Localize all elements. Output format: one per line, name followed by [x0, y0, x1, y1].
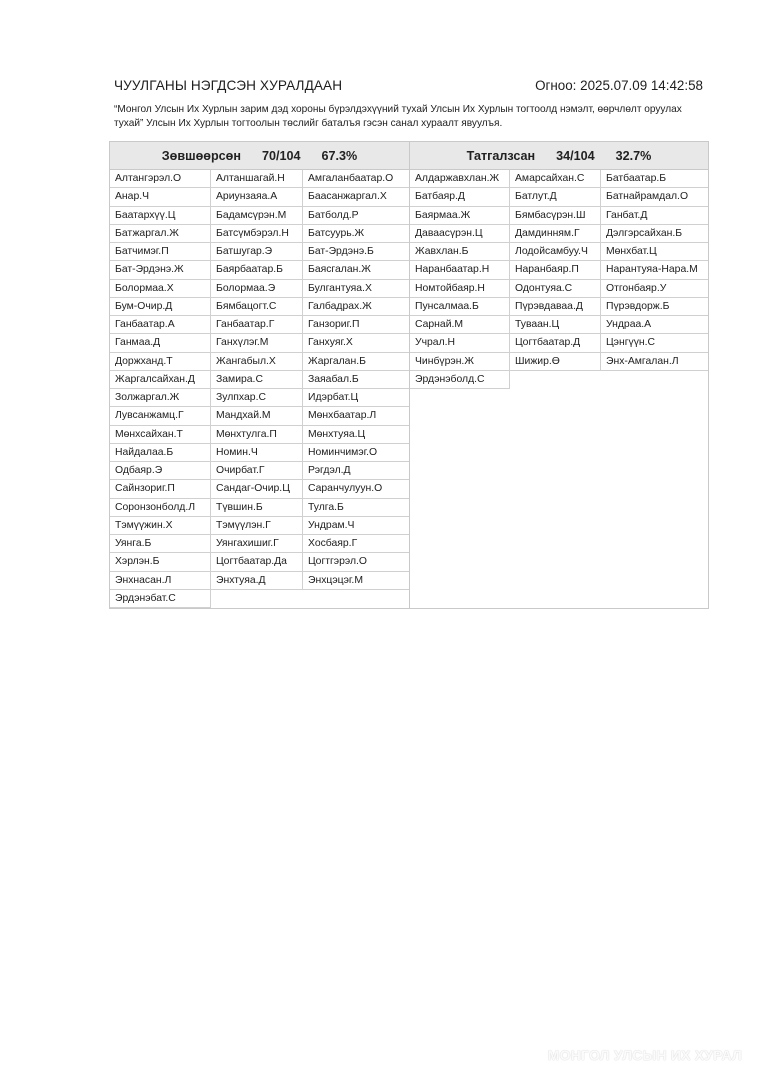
- approved-member-cell: Сандаг-Очир.Ц: [211, 480, 303, 498]
- approved-member-cell: Батсуурь.Ж: [303, 225, 409, 243]
- parliament-watermark: МОНГОЛ УЛСЫН ИХ ХУРАЛ: [547, 1047, 742, 1063]
- approved-header: [110, 142, 409, 170]
- approved-member-cell: Алтангэрэл.О: [110, 170, 211, 188]
- rejected-member-cell: Наранбаатар.Н: [410, 261, 510, 279]
- rejected-member-cell: Дамдинням.Г: [510, 225, 601, 243]
- rejected-member-cell: Алдаржавхлан.Ж: [410, 170, 510, 188]
- rejected-member-cell: Пүрэвдорж.Б: [601, 298, 708, 316]
- approved-section: [110, 142, 409, 608]
- approved-member-cell: Болормаа.Э: [211, 280, 303, 298]
- rejected-header: [410, 142, 708, 170]
- vote-results-table: [109, 141, 709, 609]
- rejected-member-cell: Амарсайхан.С: [510, 170, 601, 188]
- approved-member-cell: Галбадрах.Ж: [303, 298, 409, 316]
- rejected-member-cell: Учрал.Н: [410, 334, 510, 352]
- approved-member-cell: Түвшин.Б: [211, 499, 303, 517]
- approved-member-cell: Цогтгэрэл.О: [303, 553, 409, 571]
- rejected-member-cell: Мөнхбат.Ц: [601, 243, 708, 261]
- approved-member-cell: Уянгахишиг.Г: [211, 535, 303, 553]
- approved-member-cell: Золжаргал.Ж: [110, 389, 211, 407]
- approved-member-cell: Ганмаа.Д: [110, 334, 211, 352]
- approved-member-cell: Мөнхбаатар.Л: [303, 407, 409, 425]
- approved-member-cell: Батсүмбэрэл.Н: [211, 225, 303, 243]
- rejected-label: Татгалзсан: [466, 148, 536, 163]
- approved-member-cell: Баясгалан.Ж: [303, 261, 409, 279]
- rejected-member-cell: Шижир.Ө: [510, 353, 601, 371]
- approved-member-cell: Очирбат.Г: [211, 462, 303, 480]
- rejected-members-grid: [410, 170, 708, 389]
- rejected-member-cell: Сарнай.М: [410, 316, 510, 334]
- approved-member-cell: Мөнхсайхан.Т: [110, 426, 211, 444]
- approved-member-cell: Бум-Очир.Д: [110, 298, 211, 316]
- rejected-member-cell: Туваан.Ц: [510, 316, 601, 334]
- approved-member-cell: Бат-Эрдэнэ.Ж: [110, 261, 211, 279]
- approved-member-cell: Идэрбат.Ц: [303, 389, 409, 407]
- approved-member-cell: Болормаа.Х: [110, 280, 211, 298]
- approved-member-cell: Заяабал.Б: [303, 371, 409, 389]
- rejected-member-cell: Наранбаяр.П: [510, 261, 601, 279]
- approved-member-cell: Хосбаяр.Г: [303, 535, 409, 553]
- approved-member-cell: Алтаншагай.Н: [211, 170, 303, 188]
- approved-member-cell: Батболд.Р: [303, 207, 409, 225]
- rejected-member-cell: Баярмаа.Ж: [410, 207, 510, 225]
- approved-member-cell: Рэгдэл.Д: [303, 462, 409, 480]
- rejected-member-cell: Одонтуяа.С: [510, 280, 601, 298]
- approved-member-cell: Номин.Ч: [211, 444, 303, 462]
- approved-member-cell: Хэрлэн.Б: [110, 553, 211, 571]
- rejected-member-cell: Ундраа.А: [601, 316, 708, 334]
- approved-member-cell: Бат-Эрдэнэ.Б: [303, 243, 409, 261]
- approved-member-cell: Тэмүүжин.Х: [110, 517, 211, 535]
- rejected-member-cell: Цэнгүүн.С: [601, 334, 708, 352]
- rejected-member-cell: Батнайрамдал.О: [601, 188, 708, 206]
- session-title: ЧУУЛГАНЫ НЭГДСЭН ХУРАЛДААН: [114, 78, 343, 93]
- approved-member-cell: Эрдэнэбат.С: [110, 590, 211, 608]
- rejected-member-cell: Отгонбаяр.У: [601, 280, 708, 298]
- rejected-member-cell: Жавхлан.Б: [410, 243, 510, 261]
- approved-member-cell: Доржханд.Т: [110, 353, 211, 371]
- approved-member-cell: Ганхүлэг.М: [211, 334, 303, 352]
- rejected-count: 34/104: [556, 148, 595, 163]
- approved-member-cell: Булгантуяа.Х: [303, 280, 409, 298]
- rejected-member-cell: Чинбүрэн.Ж: [410, 353, 510, 371]
- rejected-member-cell: Цогтбаатар.Д: [510, 334, 601, 352]
- approved-member-cell: Баатархүү.Ц: [110, 207, 211, 225]
- approved-member-cell: Мөнхтуяа.Ц: [303, 426, 409, 444]
- approved-member-cell: Батжаргал.Ж: [110, 225, 211, 243]
- approved-member-cell: Жаргалан.Б: [303, 353, 409, 371]
- approved-member-cell: Энхтуяа.Д: [211, 572, 303, 590]
- approved-member-cell: Зулпхар.С: [211, 389, 303, 407]
- approved-member-cell: Ганбаатар.А: [110, 316, 211, 334]
- approved-member-cell: Ганхуяг.Х: [303, 334, 409, 352]
- approved-member-cell: Ганзориг.П: [303, 316, 409, 334]
- approved-member-cell: Баасанжаргал.Х: [303, 188, 409, 206]
- approved-member-cell: Энхцэцэг.М: [303, 572, 409, 590]
- approved-member-cell: Ганбаатар.Г: [211, 316, 303, 334]
- approved-member-cell: Одбаяр.Э: [110, 462, 211, 480]
- approved-member-cell: Лувсанжамц.Г: [110, 407, 211, 425]
- approved-member-cell: Бадамсүрэн.М: [211, 207, 303, 225]
- approved-count: 70/104: [261, 148, 301, 163]
- approved-members-grid: [110, 170, 409, 608]
- approved-member-cell: Анар.Ч: [110, 188, 211, 206]
- rejected-member-cell: Ганбат.Д: [601, 207, 708, 225]
- motion-description: “Монгол Улсын Их Хурлын зарим дэд хороны бүрэлдэхүүний тухай Улсын Их Хурлын тогтоолд нэмэлт, өөрчлөлт оруулах тухай” Улсын Их Хурлын тогтоолын төслийг баталъя гэсэн санал хураалт явуулъя.: [114, 104, 682, 129]
- approved-member-cell: Энхнасан.Л: [110, 572, 211, 590]
- rejected-section: [409, 142, 708, 608]
- approved-member-cell: Цогтбаатар.Да: [211, 553, 303, 571]
- approved-member-cell: Бямбацогт.С: [211, 298, 303, 316]
- rejected-member-cell: Энх-Амгалан.Л: [601, 353, 708, 371]
- rejected-member-cell: Батлут.Д: [510, 188, 601, 206]
- rejected-member-cell: Нарантуяа-Нара.М: [601, 261, 708, 279]
- approved-percent: 67.3%: [321, 148, 358, 163]
- approved-member-cell: Номинчимэг.О: [303, 444, 409, 462]
- approved-member-cell: Баярбаатар.Б: [211, 261, 303, 279]
- approved-member-cell: Амгаланбаатар.О: [303, 170, 409, 188]
- approved-member-cell: Уянга.Б: [110, 535, 211, 553]
- rejected-percent: 32.7%: [615, 148, 652, 163]
- rejected-member-cell: Батбаяр.Д: [410, 188, 510, 206]
- rejected-member-cell: Даваасүрэн.Ц: [410, 225, 510, 243]
- approved-member-cell: Сайнзориг.П: [110, 480, 211, 498]
- approved-member-cell: Найдалаа.Б: [110, 444, 211, 462]
- approved-member-cell: Ундрам.Ч: [303, 517, 409, 535]
- approved-member-cell: Жангабыл.Х: [211, 353, 303, 371]
- approved-member-cell: Саранчулуун.О: [303, 480, 409, 498]
- approved-member-cell: Жаргалсайхан.Д: [110, 371, 211, 389]
- rejected-member-cell: Лодойсамбуу.Ч: [510, 243, 601, 261]
- approved-member-cell: Ариунзаяа.А: [211, 188, 303, 206]
- approved-member-cell: Мандхай.М: [211, 407, 303, 425]
- approved-member-cell: Замира.С: [211, 371, 303, 389]
- approved-member-cell: Тулга.Б: [303, 499, 409, 517]
- approved-member-cell: Батчимэг.П: [110, 243, 211, 261]
- rejected-member-cell: Батбаатар.Б: [601, 170, 708, 188]
- rejected-member-cell: Бямбасүрэн.Ш: [510, 207, 601, 225]
- approved-member-cell: Батшугар.Э: [211, 243, 303, 261]
- approved-member-cell: Соронзонболд.Л: [110, 499, 211, 517]
- rejected-member-cell: Номтойбаяр.Н: [410, 280, 510, 298]
- rejected-member-cell: Пүрэвдаваа.Д: [510, 298, 601, 316]
- approved-member-cell: Тэмүүлэн.Г: [211, 517, 303, 535]
- rejected-member-cell: Пунсалмаа.Б: [410, 298, 510, 316]
- rejected-member-cell: Эрдэнэболд.С: [410, 371, 510, 389]
- vote-date: Огноо: 2025.07.09 14:42:58: [535, 78, 703, 93]
- approved-label: Зөвшөөрсөн: [161, 148, 241, 163]
- approved-member-cell: Мөнхтулга.П: [211, 426, 303, 444]
- rejected-member-cell: Дэлгэрсайхан.Б: [601, 225, 708, 243]
